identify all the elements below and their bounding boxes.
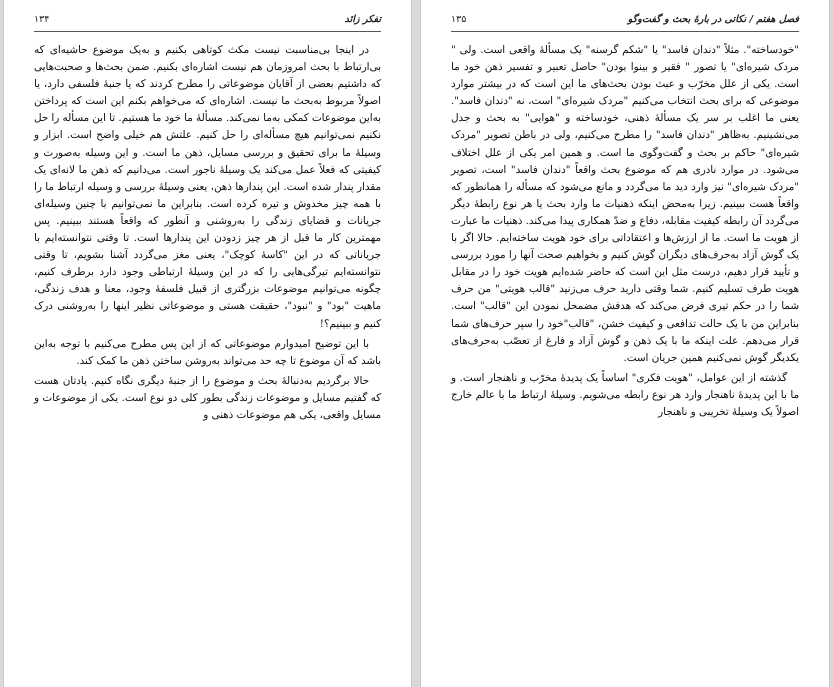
left-page-body: [34, 42, 381, 424]
right-page-body: [451, 42, 799, 421]
paragraph: حالا برگردیم به‌دنبالهٔ بحث و موضوع را از جنبهٔ دیگری نگاه کنیم. یادتان هست که گفتیم مسایل و موضوعات زندگی بطور کلی دو نوع است. یکی از موضوعات و مسایل واقعی، یکی هم موضوعات ذهنی و: [34, 374, 381, 421]
header-rule: [451, 31, 799, 32]
page-number: ١٣۵: [451, 14, 467, 25]
left-page: [3, 0, 412, 687]
paragraph: در اینجا بی‌مناسبت نیست مکث کوتاهی بکنیم و به‌یک موضوع حاشیه‌ای که بی‌ارتباط با بحث امروزمان هم نیست اشاره‌ای بکنیم. ضمن بحث‌ها و صحبت‌هایی که داشتیم بعضی از آقایان موضوعاتی را مطرح کردند که یا جنبهٔ فلسفی دارد، یا اصولاً مربوط به‌بحث ما نیست. اشاره‌ای که می‌خواهم بکنم این است که پرداختن به‌این موضوعات کمکی به‌ما نمی‌کند. مسألهٔ ما خود ما هستیم. تا این مسأله را حل نکنیم نمی‌توانیم هیچ مسأله‌ای را حل کنیم. علتش هم خیلی واضح است. ابزار و وسیلهٔ ما برای تحقیق و بررسی مسایل، ذهن ما است. و این وسیله به‌صورت و کیفیتی که فعلاً عمل می‌کند یک وسیلهٔ ناجور است. می‌دانیم که ذهن ما لانه‌ای یک مقدار پندار شده است. این پندارها ذهن، یعنی وسیلهٔ بررسی و وسیله ارتباط ما را با همه چیز مخدوش و تیره کرده است. بنابراین ما نمی‌توانیم با چنین وسیله‌ای جریانات و قضایای زندگی را به‌روشنی و آنطور که واقعاً هستند ببینیم. پس مهمترین کار ما قبل از هر چیز زدودن این پندارها است. تا وقتی نتوانسته‌ایم با جریاناتی که در این "کاسهٔ کوچک"، یعنی مغز می‌گردد آشنا بشویم، تا وقتی نتوانسته‌ایم تیرگی‌هایی را که در این وسیلهٔ ارتباطی وجود دارد برطرف کنیم، چگونه می‌توانیم موضوعات بزرگتری از قبیل فلسفهٔ وجود، معنا و هدف زندگی، ماهیت "بود" و "نبود"، حقیقت هستی و موضوعاتی نظیر اینها را به‌روشنی درک کنیم و ببینیم؟!: [34, 44, 381, 330]
left-page-header: [34, 14, 381, 28]
paragraph: با این توضیح امیدوارم موضوعاتی که از این پس مطرح می‌کنیم با توجه به‌این باشد که آن موضوع تا چه حد می‌تواند به‌روشن ساختن ذهن ما کمک کند.: [34, 337, 381, 367]
paragraph: "خودساخته". مثلاً "دندان فاسد" یا "شکم گرسنه" یک مسألهٔ واقعی است. ولی " مردک شیره‌ای" یا تصور " فقیر و بینوا بودن" حاصل تعبیر و تفسیر ذهن خود ما است. یکی از علل مخرّب و عبث بودن بحث‌های ما این است که در بیشتر موارد موضوعی که برای بحث انتخاب می‌کنیم "مردک شیره‌ای" است، نه "دندان فاسد". یعنی ما اغلب بر سر یک مسألهٔ ذهنی، خودساخته و "هوایی" به بحث و جدل می‌نشینیم. به‌ظاهر "دندان فاسد" را مطرح می‌کنیم، ولی در باطن تصویر "مردک شیره‌ای" حاکم بر بحث و گفت‌وگوی ما است. و همین امر یکی از علل اختلاف می‌شود. در موارد نادری هم که موضوع بحث واقعاً "دندان فاسد" است، تصویر "مردک شیره‌ای" نیز وارد دید ما می‌گردد و مانع می‌شود که مسأله را همانطور که واقعاً هست ببینیم. زیرا به‌محض اینکه ذهنیات ما وارد بحث یا هر نوع رابطهٔ دیگر می‌گردد آن رابطه کیفیت مقابله، دفاع و ضدّ همکاری پیدا می‌کند. ذهنیات ما عبارت از هویت ما است. ما از ارزش‌ها و اعتقاداتی برای خود هویت ساخته‌ایم. حالا اگر با یک گوش آزاد به‌حرف‌های دیگران گوش کنیم و بخواهیم صحت آنها را مورد بررسی و تأیید قرار دهیم، درست مثل این است که حاضر شده‌ایم هویت خود را در مقابل هویت طرف تسلیم کنیم. شما وقتی دارید حرف می‌زنید "قالب هویتی" من حرف شما را در حکم تیری فرض می‌کند که هدفش مضمحل نمودن این "قالب" است. بنابراین من با یک حالت تدافعی و کیفیت خشن، "قالب"خود را سپر حرف‌های شما قرار می‌دهم. علت اینکه ما با یک ذهن و گوش آزاد و فارغ از تعصّب به‌حرف‌های یکدیگر گوش نمی‌کنیم همین جریان است.: [451, 44, 799, 364]
right-page: [420, 0, 830, 687]
header-rule: [34, 31, 381, 32]
running-head: فصل هفتم / نکاتی در بارهٔ بحث و گفت‌وگو: [627, 14, 799, 25]
page-number: ١٣۴: [34, 14, 50, 25]
running-head: تفکر زائد: [344, 14, 381, 25]
paragraph: گذشته از این عوامل، "هویت فکری" اساساً یک پدیدهٔ مخرّب و ناهنجار است. و ما با این پدیدهٔ ناهنجار وارد هر نوع رابطه می‌شویم. وسیلهٔ ارتباط ما با عالم خارج اصولاً یک وسیلهٔ تخریبی و ناهنجار: [451, 371, 799, 418]
right-page-header: [451, 14, 799, 28]
